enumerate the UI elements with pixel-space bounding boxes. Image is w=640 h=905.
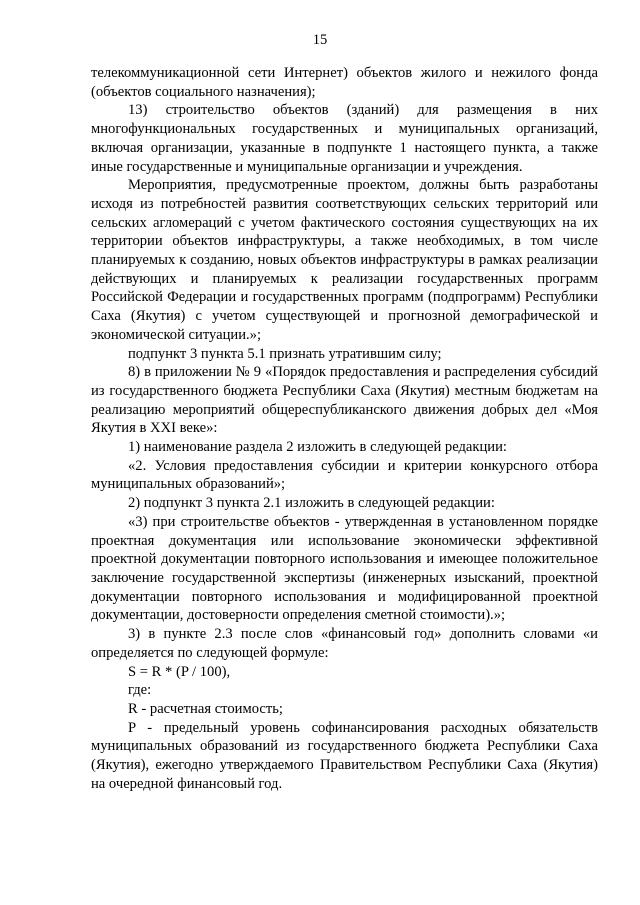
paragraph-definition-r: R - расчетная стоимость;	[128, 700, 283, 717]
paragraph-section-2-title: 1) наименование раздела 2 изложить в следующей редакции:	[128, 439, 507, 456]
paragraph-subitem-2-1: 2) подпункт 3 пункта 2.1 изложить в следующей редакции:	[128, 495, 495, 512]
paragraph-construction-docs: «3) при строительстве объектов - утвержденная в установленном порядке проектная документация или использование экономически эффективной проектной документации повторного использования и имеющее положительное заключение государственной экспертизы (инженерных изысканий, проектной документации повторного использования и модифицированной проектной документации, достоверности определения сметной стоимости).»;	[91, 513, 598, 624]
paragraph-item-13: 13) строительство объектов (зданий) для размещения в них многофункциональных государственных и муниципальных организаций, включая организации, указанные в подпункте 1 настоящего пункта, а также иные государственные и муниципальные организации и учреждения.	[91, 102, 598, 175]
document-body	[91, 64, 598, 793]
page-number: 15	[312, 32, 328, 48]
paragraph-continuation: телекоммуникационной сети Интернет) объектов жилого и нежилого фонда (объектов социального назначения);	[91, 65, 598, 100]
paragraph-measures: Мероприятия, предусмотренные проектом, должны быть разработаны исходя из потребностей развития соответствующих сельских территорий или сельских агломераций с учетом фактического состояния существующих на их территории объектов инфраструктуры, а также необходимых, в том числе планируемых к созданию, новых объектов инфраструктуры в рамках реализации действующих и планируемых к реализации государственных программ Российской Федерации и государственных программ (подпрограмм) Республики Саха (Якутия) с учетом существующей и прогнозной демографической и экономической ситуации.»;	[91, 177, 598, 343]
paragraph-appendix-9: 8) в приложении № 9 «Порядок предоставления и распределения субсидий из государственного бюджета Республики Саха (Якутия) местным бюджетам на реализацию мероприятий общереспубликанского движения добрых дел «Моя Якутия в XXI веке»:	[91, 364, 598, 437]
paragraph-definition-p: P - предельный уровень софинансирования расходных обязательств муниципальных образований из государственного бюджета Республики Саха (Якутия), ежегодно утверждаемого Правительством Республики Саха (Якутия) на очередной финансовый год.	[91, 719, 598, 792]
paragraph-item-2-3: 3) в пункте 2.3 после слов «финансовый год» дополнить словами «и определяется по следующей формуле:	[91, 626, 598, 661]
paragraph-section-2-text: «2. Условия предоставления субсидии и критерии конкурсного отбора муниципальных образований»;	[91, 457, 598, 493]
paragraph-where: где:	[128, 682, 152, 699]
formula: S = R * (P / 100),	[128, 663, 231, 680]
paragraph-subitem-repeal: подпункт 3 пункта 5.1 признать утратившим силу;	[128, 345, 442, 362]
